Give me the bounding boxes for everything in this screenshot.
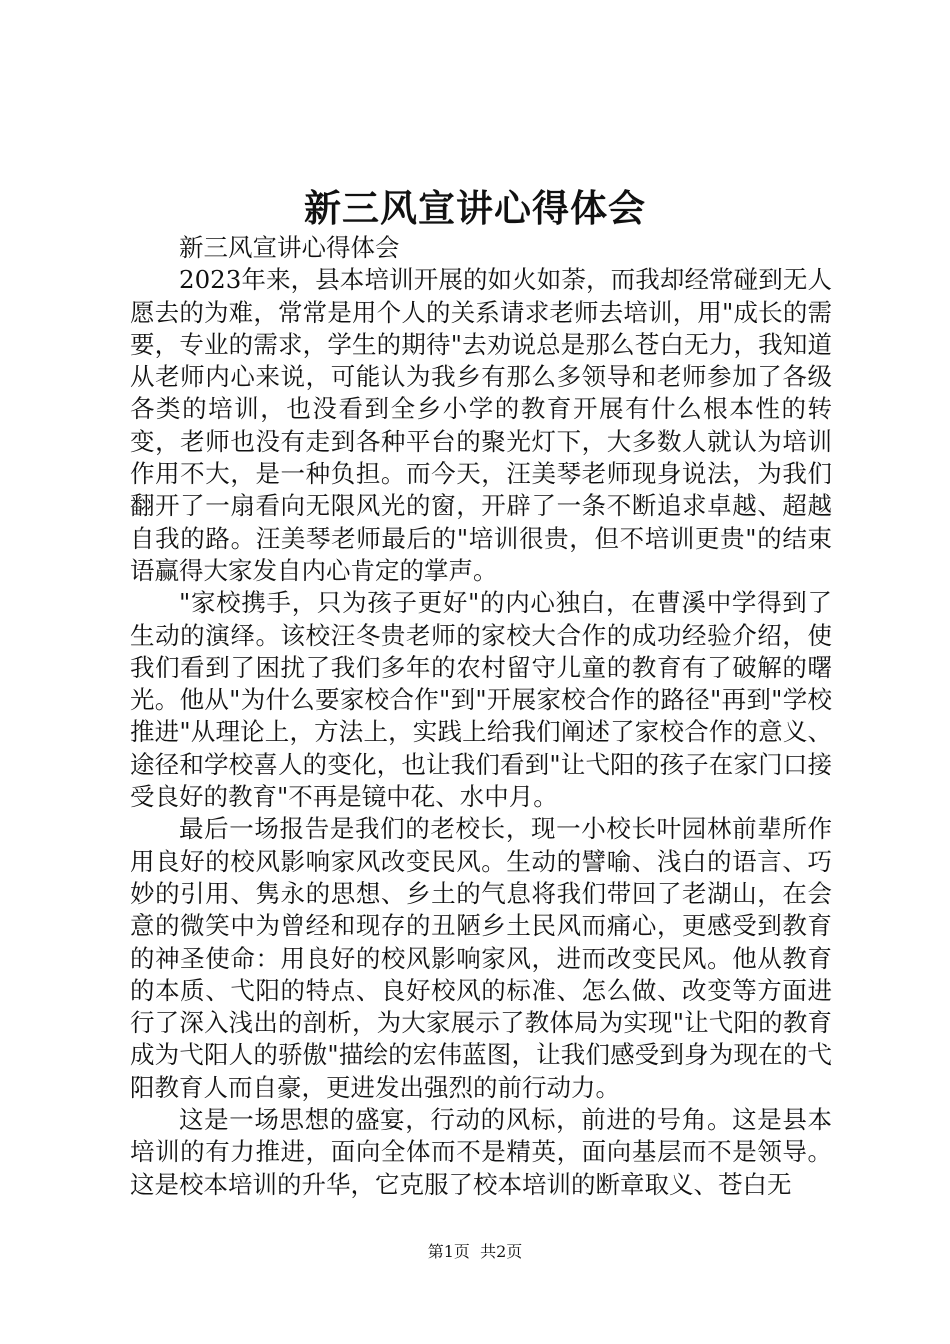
paragraph: 2023年来，县本培训开展的如火如荼，而我却经常碰到无人愿去的为难，常常是用个人的关系请求老师去培训，用"成长的需要，专业的需求，学生的期待"去劝说总是那么苍白无力，我知道从老师内心来说，可能认为我乡有那么多领导和老师参加了各级各类的培训，也没看到全乡小学的教育开展有什么根本性的转变，老师也没有走到各种平台的聚光灯下，大多数人就认为培训作用不大，是一种负担。而今天，汪美琴老师现身说法，为我们翻开了一扇看向无限风光的窗，开辟了一条不断追求卓越、超越自我的路。汪美琴老师最后的"培训很贵，但不培训更贵"的结束语赢得大家发自内心肯定的掌声。 xyxy=(130,265,832,585)
page-number: 第1页 xyxy=(427,1242,470,1261)
page-footer xyxy=(0,1240,950,1264)
paragraph: 这是一场思想的盛宴，行动的风标，前进的号角。这是县本培训的有力推进，面向全体而不是精英，面向基层而不是领导。这是校本培训的升华，它克服了校本培训的断章取义、苍白无 xyxy=(130,1105,832,1199)
paragraph-subtitle: 新三风宣讲心得体会 xyxy=(179,233,400,262)
document-title: 新三风宣讲心得体会 xyxy=(304,186,646,230)
paragraph: 最后一场报告是我们的老校长，现一小校长叶园林前辈所作用良好的校风影响家风改变民风。生动的譬喻、浅白的语言、巧妙的引用、隽永的思想、乡土的气息将我们带回了老湖山，在会意的微笑中为曾经和现存的丑陋乡土民风而痛心，更感受到教育的神圣使命：用良好的校风影响家风，进而改变民风。他从教育的本质、弋阳的特点、良好校风的标准、怎么做、改变等方面进行了深入浅出的剖析，为大家展示了教体局为实现"让弋阳的教育成为弋阳人的骄傲"描绘的宏伟蓝图，让我们感受到身为现在的弋阳教育人而自豪，更进发出强烈的前行动力。 xyxy=(130,814,832,1102)
paragraph: "家校携手，只为孩子更好"的内心独白，在曹溪中学得到了生动的演绎。该校汪冬贵老师的家校大合作的成功经验介绍，使我们看到了困扰了我们多年的农村留守儿童的教育有了破解的曙光。他从"为什么要家校合作"到"开展家校合作的路径"再到"学校推进"从理论上，方法上，实践上给我们阐述了家校合作的意义、途径和学校喜人的变化，也让我们看到"让弋阳的孩子在家门口接受良好的教育"不再是镜中花、水中月。 xyxy=(130,588,832,812)
page-total: 共2页 xyxy=(480,1242,523,1261)
document-body xyxy=(130,232,832,1201)
